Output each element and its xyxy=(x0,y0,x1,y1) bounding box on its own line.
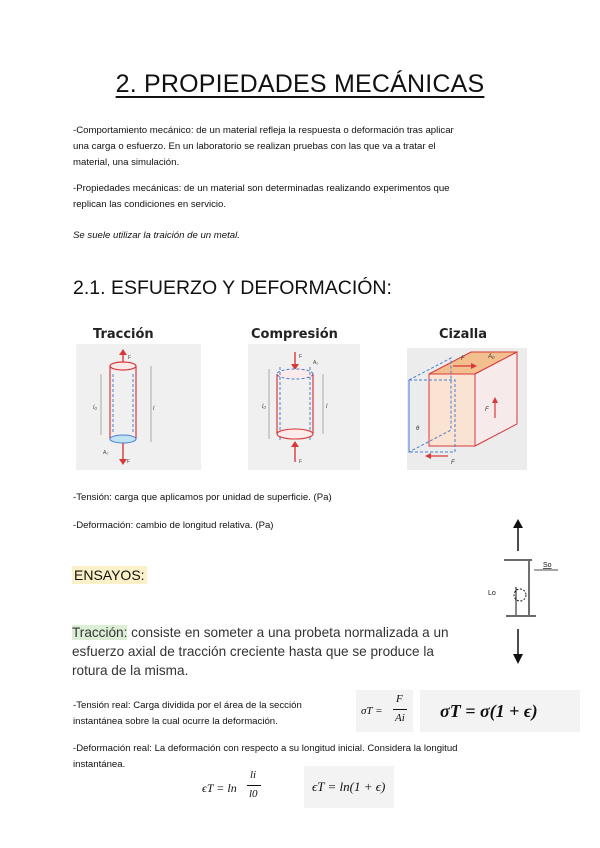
traction-test-description xyxy=(72,623,472,680)
text-line: instantánea. xyxy=(73,759,126,770)
compression-initial-length-symbol: l₀ xyxy=(262,404,266,410)
true-strain-formula-lhs: ϵT = ln xyxy=(202,781,237,795)
page-title: 2. PROPIEDADES MECÁNICAS xyxy=(115,70,485,98)
traction-force-symbol: F xyxy=(128,355,132,361)
traction-length-symbol: l xyxy=(153,406,155,412)
true-stress-formula-2: σT = σ(1 + ϵ) xyxy=(440,701,538,721)
ensayos-heading: ENSAYOS: xyxy=(74,567,145,583)
text-line: esfuerzo axial de tracción creciente hasta que se produce la xyxy=(72,644,434,659)
text-line: -Propiedades mecánicas: de un material son determinadas realizando experimentos que xyxy=(73,183,450,194)
text-line: -Deformación real: La deformación con respecto a su longitud inicial. Considera la longitud xyxy=(73,743,458,754)
text-line: una carga o esfuerzo. En un laboratorio se realizan pruebas con las que va a tratar el xyxy=(73,141,436,152)
text-line: rotura de la misma. xyxy=(72,663,189,678)
true-stress-formula-denominator: Ai xyxy=(395,712,405,724)
fraction-bar xyxy=(393,709,407,710)
tensile-test-diagram xyxy=(476,517,566,672)
compression-force-symbol: F xyxy=(299,354,303,360)
true-stress-formula-lhs: σT = xyxy=(361,705,383,717)
text-line: -Comportamiento mecánico: de un material refleja la respuesta o deformación tras aplicar xyxy=(73,125,454,136)
true-strain-formula-numerator: li xyxy=(250,769,257,781)
figure-label-cizalla: Cizalla xyxy=(439,327,488,342)
cross-section-label: So xyxy=(543,562,552,569)
traction-term-highlight: Tracción: xyxy=(72,625,128,640)
shear-angle-symbol: θ xyxy=(416,426,420,432)
arrow-down-icon xyxy=(513,654,523,664)
true-stress-formula-2-box xyxy=(420,690,580,732)
shear-force-symbol-side: F xyxy=(485,407,489,413)
compression-area-symbol: A₀ xyxy=(313,360,319,366)
true-strain-formula-box xyxy=(196,766,268,808)
text-line: instantánea sobre la cual ocurre la deformación. xyxy=(73,716,278,727)
true-stress-formula-numerator: F xyxy=(396,693,403,705)
compression-length-symbol: l xyxy=(326,404,328,410)
true-strain-formula-2-box xyxy=(304,766,394,808)
intro-paragraph-mechanical-properties xyxy=(73,181,533,213)
true-strain-formula-2: ϵT = ln(1 + ϵ) xyxy=(312,779,386,794)
true-strain-formula-denominator: l0 xyxy=(249,788,258,800)
intro-paragraph-mechanical-behavior xyxy=(73,123,533,171)
text-line xyxy=(72,623,472,642)
compression-force-symbol-bottom: F xyxy=(299,459,303,465)
text-line: replican las condiciones en servicio. xyxy=(73,199,227,210)
shear-force-symbol: F xyxy=(461,356,465,362)
text-line: material, una simulación. xyxy=(73,157,180,168)
intro-note-traction: Se suele utilizar la traición de un metal. xyxy=(73,230,240,241)
text-line-fragment: consiste en someter a una probeta normalizada a un xyxy=(127,625,449,640)
definition-deformation: -Deformación: cambio de longitud relativa. (Pa) xyxy=(73,520,274,531)
section-heading: 2.1. ESFUERZO Y DEFORMACIÓN: xyxy=(73,277,392,299)
figure-label-traccion: Tracción xyxy=(93,327,154,342)
true-stress-formula-box xyxy=(356,690,413,732)
traction-force-symbol-bottom: F xyxy=(127,459,131,465)
shear-area-symbol: A₀ xyxy=(488,354,495,360)
traction-initial-length-symbol: l₀ xyxy=(93,405,97,411)
figure-label-compresion: Compresión xyxy=(251,327,338,342)
loading-modes-drawing xyxy=(73,322,531,472)
definition-tension: -Tensión: carga que aplicamos por unidad de superficie. (Pa) xyxy=(73,492,332,503)
shear-force-symbol-bottom: F xyxy=(451,460,455,466)
fraction-bar xyxy=(247,785,261,786)
traction-area-symbol: A₀ xyxy=(103,450,109,456)
true-stress-text xyxy=(73,698,373,730)
text-line: -Tensión real: Carga dividida por el área de la sección xyxy=(73,700,302,711)
gauge-length-label: Lo xyxy=(488,590,496,597)
arrow-up-icon xyxy=(513,519,523,528)
loading-modes-figure xyxy=(73,322,531,472)
